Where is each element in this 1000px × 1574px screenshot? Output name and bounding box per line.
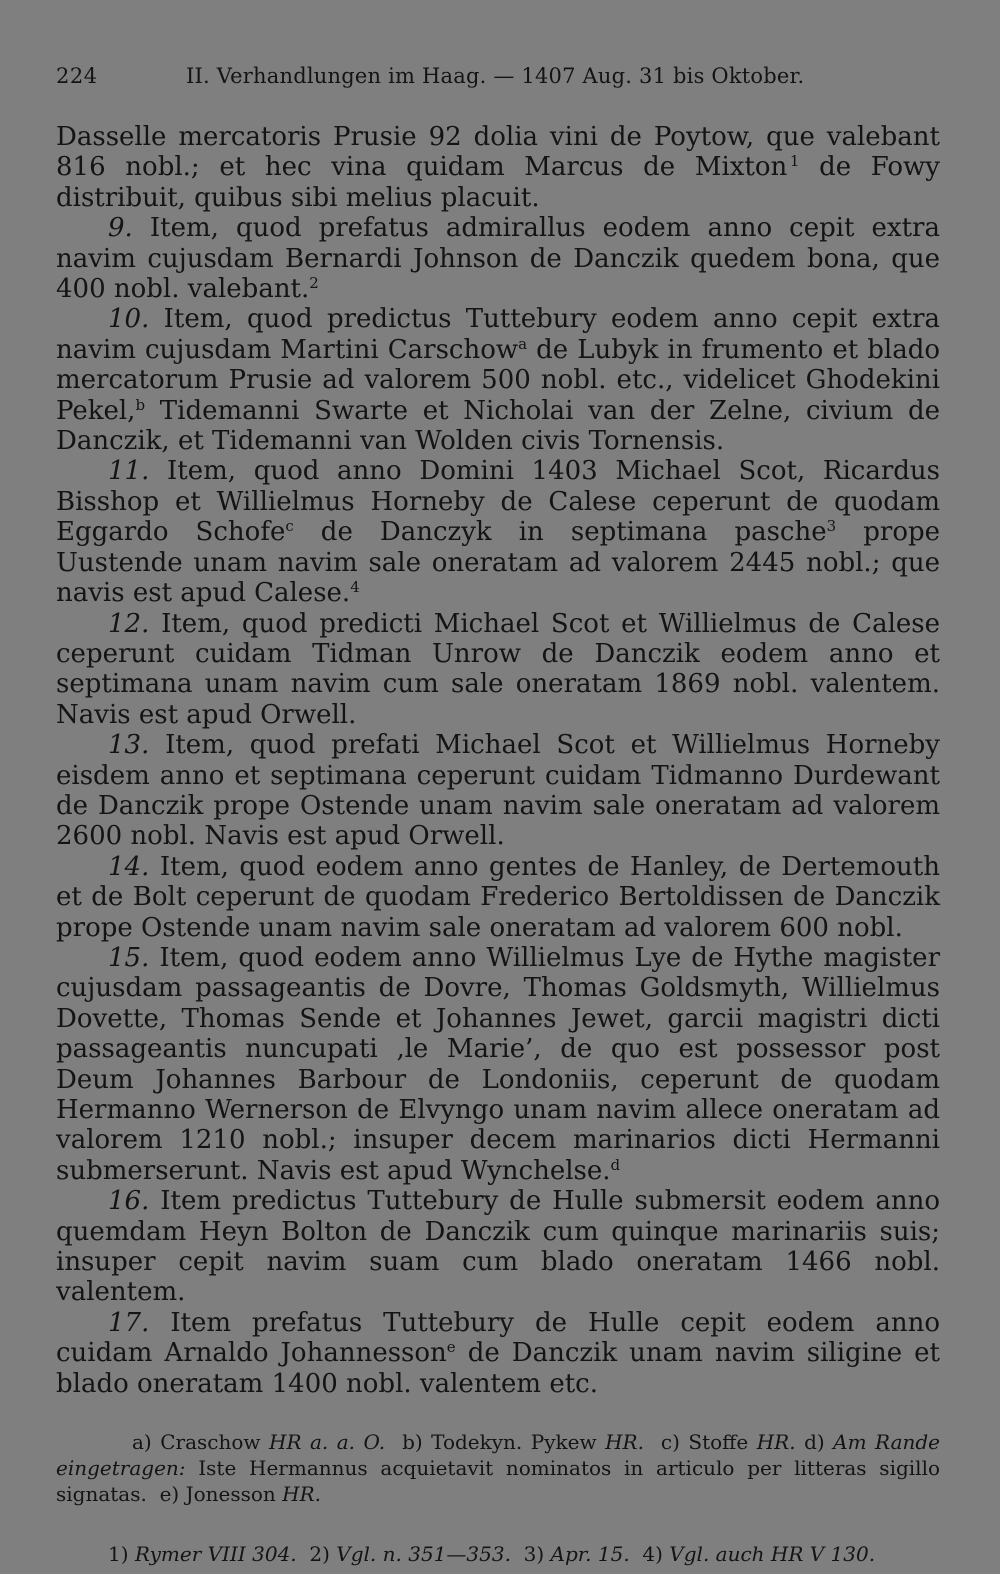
footnote-3-label: 3) <box>510 1542 551 1567</box>
apparatus-a-label: a) Craschow <box>132 1430 269 1455</box>
item-10 <box>56 304 940 456</box>
apparatus-ref: b <box>135 395 146 414</box>
item-16 <box>56 1186 940 1308</box>
footnote-2-text: Vgl. n. 351—353. <box>336 1542 511 1567</box>
intro-paragraph <box>56 122 940 213</box>
apparatus-ref: c <box>285 517 294 536</box>
item-17 <box>56 1308 940 1399</box>
apparatus-c-source: HR. <box>756 1430 796 1455</box>
item-text: de Lubyk in frumento et blado mercatorum Prusie ad valorem 500 nobl. etc., videlicet Ghodekini Pekel, <box>56 334 940 426</box>
apparatus-ref: d <box>610 1155 621 1174</box>
item-text: Item predictus Tuttebury de Hulle submersit eodem anno quemdam Heyn Bolton de Danczik cum quinque marinariis suis; insuper cepit navim suam cum blado oneratam 1466 nobl. valentem. <box>56 1186 940 1308</box>
item-number: 12. <box>108 608 150 639</box>
item-number: 15. <box>108 942 150 973</box>
apparatus-line <box>56 1429 940 1507</box>
footnote-ref: 1 <box>789 152 800 171</box>
footnote-ref: 4 <box>350 578 360 597</box>
item-number: 17. <box>108 1307 150 1338</box>
footnotes <box>56 1541 940 1567</box>
item-text: Tidemanni Swarte et Nicholai van der Zelne, civium de Danczik, et Tidemanni van Wolden civis Tornensis. <box>56 395 940 457</box>
item-number: 11. <box>108 456 150 487</box>
item-text: de Danczik unam navim siligine et blado oneratam 1400 nobl. valentem etc. <box>56 1338 940 1399</box>
apparatus-d-note: Am Rande eingetragen: <box>56 1430 941 1481</box>
footnote-2-label: 2) <box>296 1542 337 1567</box>
apparatus-c-label: c) Stoffe <box>643 1430 757 1455</box>
item-text: Item, quod anno Domini 1403 Michael Scot, Ricardus Bisshop et Willielmus Horneby de Calese ceperunt de quodam Eggardo Schofe <box>56 456 940 548</box>
item-text: de Danczyk in septimana pasche <box>293 517 827 548</box>
item-text: Item, quod predicti Michael Scot et Willielmus de Calese ceperunt cuidam Tidman Unrow de Danczik eodem anno et septimana unam navim cum sale oneratam 1869 nobl. valentem. Navis est apud Orwell. <box>56 608 940 730</box>
item-13 <box>56 730 940 852</box>
item-number: 10. <box>108 304 150 335</box>
item-number: 16. <box>108 1186 150 1217</box>
item-text: Item, quod eodem anno Willielmus Lye de Hythe magister cujusdam passageantis de Dovre, Thomas Goldsmyth, Willielmus Dovette, Thomas Sende et Johannes Jewet, garcii magistri dicti passageantis nuncupati ‚le Marie’, de quo est possessor post Deum Johannes Barbour de Londoniis, ceperunt de quodam Hermanno Wernerson de Elvyngo unam navim allece oneratam ad valorem 1210 nobl.; insuper decem marinarios dicti Hermanni submerserunt. Navis est apud Wynchelse. <box>56 942 940 1186</box>
apparatus-d-text: Iste Hermannus acquietavit nominatos in articulo per litteras sigillo signatas. <box>56 1456 940 1507</box>
item-number: 14. <box>108 851 150 882</box>
apparatus-e-source: HR. <box>282 1482 322 1507</box>
running-title: II. Verhandlungen im Haag. — 1407 Aug. 31 bis Oktober. <box>186 64 805 88</box>
item-text: Item, quod eodem anno gentes de Hanley, de Dertemouth et de Bolt ceperunt de quodam Frederico Bertoldissen de Danczik prope Ostende unam navim sale oneratam ad valorem 600 nobl. <box>56 851 940 943</box>
intro-text-end: de Fowy distribuit, quibus sibi melius placuit. <box>56 152 940 213</box>
footnote-line <box>56 1541 940 1567</box>
intro-text: Dasselle mercatoris Prusie 92 dolia vini de Poytow, que valebant 816 nobl.; et hec vina quidam Marcus de Mixton <box>56 122 940 183</box>
item-11 <box>56 456 940 608</box>
item-number: 13. <box>108 730 150 761</box>
item-9 <box>56 213 940 304</box>
page-number: 224 <box>56 64 98 88</box>
item-15 <box>56 943 940 1186</box>
footnote-4-text: Vgl. auch HR V 130. <box>669 1542 876 1567</box>
item-number: 9. <box>108 213 133 244</box>
item-text: Item prefatus Tuttebury de Hulle cepit eodem anno cuidam Arnaldo Johannesson <box>56 1307 940 1369</box>
footnote-3-text: Apr. 15. <box>550 1542 630 1567</box>
item-14 <box>56 852 940 943</box>
apparatus-ref: e <box>446 1338 456 1357</box>
apparatus-e-label: e) Jonesson <box>146 1482 283 1507</box>
apparatus-a-source: HR a. a. O. <box>269 1430 386 1455</box>
footnote-ref: 3 <box>826 517 837 536</box>
apparatus-b-source: HR. <box>605 1430 644 1455</box>
item-text: Item, quod predictus Tuttebury eodem anno cepit extra navim cujusdam Martini Carschow <box>56 304 940 365</box>
apparatus-b-label: b) Todekyn. Pykew <box>385 1430 606 1455</box>
item-text: Item, quod prefati Michael Scot et Willielmus Horneby eisdem anno et septimana ceperunt cuidam Tidmanno Durdewant de Danczik prope Ostende unam navim sale oneratam ad valorem 2600 nobl. Navis est apud Orwell. <box>56 730 940 852</box>
item-text: Item, quod prefatus admirallus eodem anno cepit extra navim cujusdam Bernardi Johnson de Danczik quedem bona, que 400 nobl. valebant. <box>56 213 940 305</box>
critical-apparatus <box>56 1429 940 1507</box>
footnote-1-text: Rymer VIII 304. <box>134 1542 297 1567</box>
footnote-ref: 2 <box>309 274 319 293</box>
main-text <box>56 122 940 1399</box>
footnote-1-label: 1) <box>108 1542 135 1567</box>
item-12 <box>56 609 940 731</box>
item-text: prope Uustende unam navim sale oneratam ad valorem 2445 nobl.; que navis est apud Calese. <box>56 517 940 609</box>
running-head <box>56 64 940 88</box>
footnote-4-label: 4) <box>629 1542 670 1567</box>
document-page <box>56 64 940 1567</box>
apparatus-d-label: d) <box>804 1430 834 1455</box>
apparatus-ref: a <box>518 334 528 353</box>
